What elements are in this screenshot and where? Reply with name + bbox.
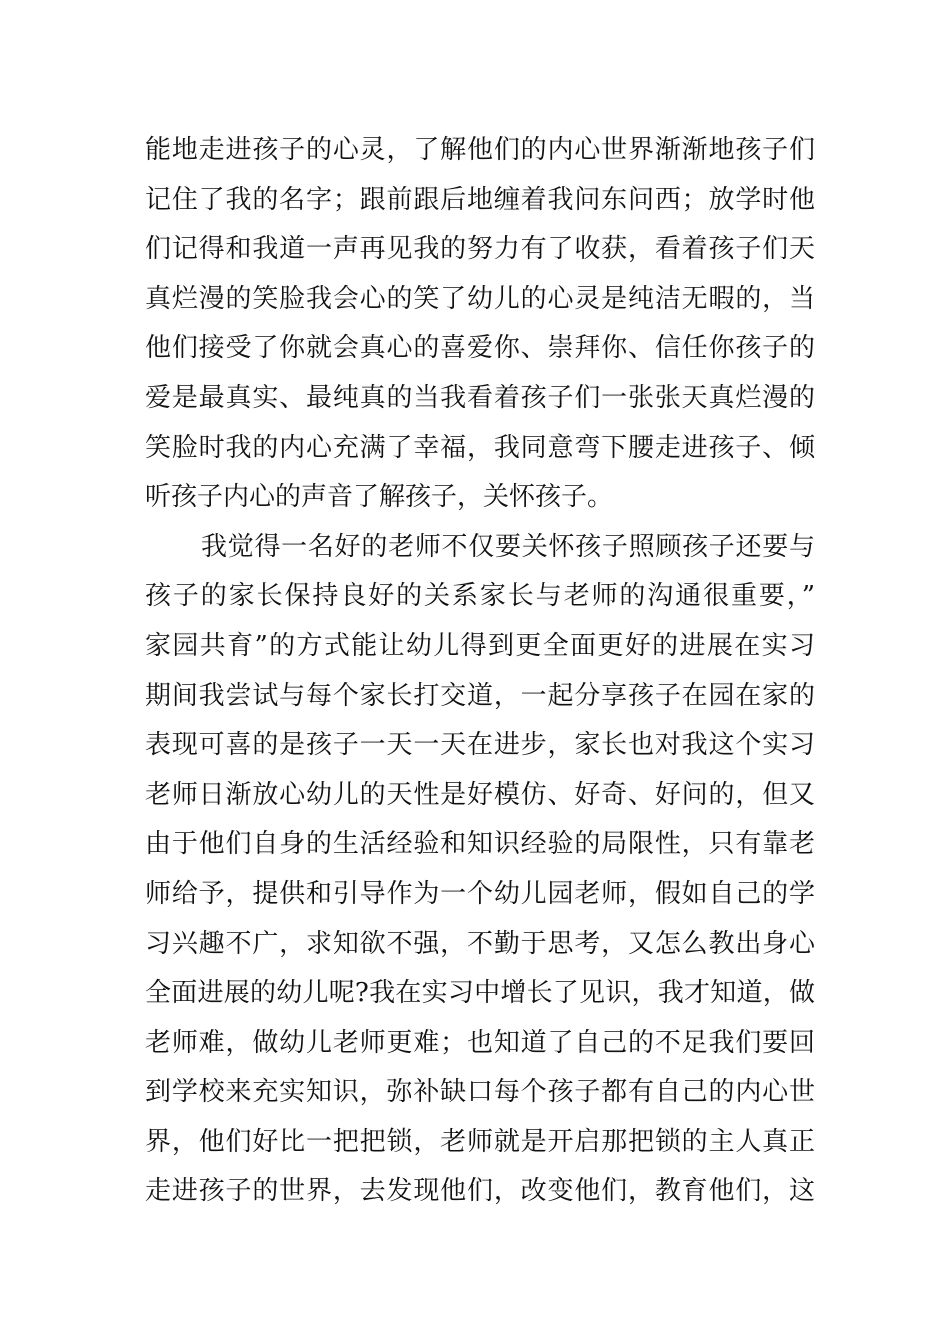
text-line: 走进孩子的世界，去发现他们，改变他们，教育他们，这 (145, 1176, 815, 1207)
text-line: 听孩子内心的声音了解孩子，关怀孩子。 (145, 482, 614, 513)
text-line: 们记得和我道一声再见我的努力有了收获，看着孩子们天 (145, 234, 815, 265)
text-line: 全面进展的幼儿呢?我在实习中增长了见识，我才知道，做 (145, 978, 815, 1009)
text-line: 爱是最真实、最纯真的当我看着孩子们一张张天真烂漫的 (145, 382, 815, 413)
text-line: 笑脸时我的内心充满了幸福，我同意弯下腰走进孩子、倾 (145, 432, 815, 463)
text-line: 真烂漫的笑脸我会心的笑了幼儿的心灵是纯洁无暇的，当 (145, 283, 815, 314)
text-line: 师给予，提供和引导作为一个幼儿园老师，假如自己的学 (145, 878, 815, 909)
paragraph-2 (145, 523, 815, 1217)
text-line: 能地走进孩子的心灵，了解他们的内心世界渐渐地孩子们 (145, 135, 815, 165)
text-line: 到学校来充实知识，弥补缺口每个孩子都有自己的内心世 (145, 1077, 815, 1108)
text-line: 记住了我的名字；跟前跟后地缠着我问东问西；放学时他 (145, 184, 815, 215)
text-line: 表现可喜的是孩子一天一天在进步，家长也对我这个实习 (145, 730, 815, 761)
text-line: 家园共育”的方式能让幼儿得到更全面更好的进展在实习 (145, 630, 815, 661)
text-line: 期间我尝试与每个家长打交道，一起分享孩子在园在家的 (145, 680, 815, 711)
document-body (145, 126, 815, 1217)
text-line: 由于他们自身的生活经验和知识经验的局限性，只有靠老 (145, 829, 815, 860)
text-line: 老师难，做幼儿老师更难；也知道了自己的不足我们要回 (145, 1027, 815, 1058)
text-line: 我觉得一名好的老师不仅要关怀孩子照顾孩子还要与 (201, 531, 815, 562)
text-line: 界，他们好比一把把锁，老师就是开启那把锁的主人真正 (145, 1126, 815, 1157)
text-line: 他们接受了你就会真心的喜爱你、崇拜你、信任你孩子的 (145, 333, 815, 364)
paragraph-1 (145, 126, 815, 523)
text-line: 孩子的家长保持良好的关系家长与老师的沟通很重要，” (145, 581, 815, 612)
text-line: 老师日渐放心幼儿的天性是好模仿、好奇、好问的，但又 (145, 779, 815, 810)
text-line: 习兴趣不广，求知欲不强，不勤于思考，又怎么教出身心 (145, 928, 815, 959)
